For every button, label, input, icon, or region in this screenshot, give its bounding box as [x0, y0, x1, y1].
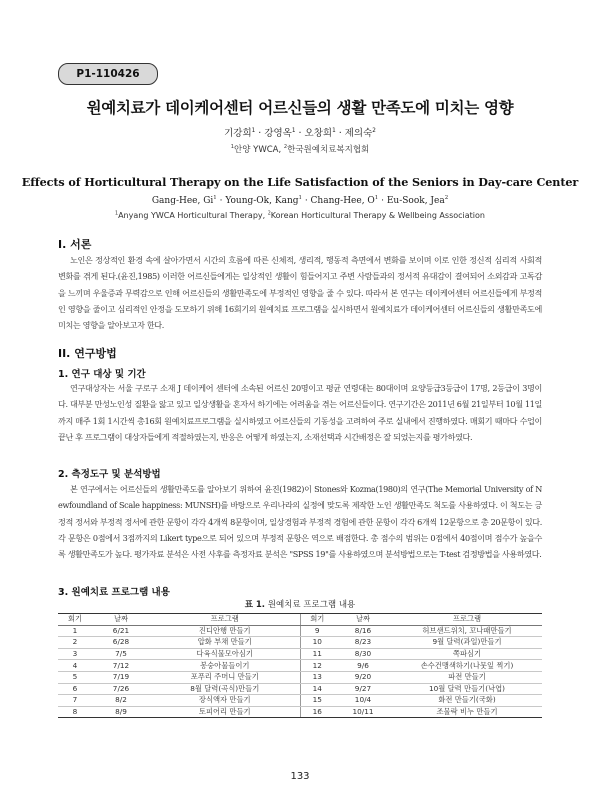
cell-session: 12: [300, 660, 334, 672]
cell-date: 6/21: [92, 625, 150, 637]
cell-date: 7/19: [92, 671, 150, 683]
author-2-sup: 1: [291, 127, 296, 134]
cell-program: 조물락 비누 만들기: [392, 706, 542, 718]
cell-program: 허브샌드위치, 꼬나패만들기: [392, 625, 542, 637]
author-separator: ·: [255, 128, 265, 139]
cell-date: 9/20: [334, 671, 392, 683]
author-separator: ·: [335, 128, 345, 139]
cell-date: 8/23: [334, 637, 392, 649]
cell-program: 8월 달력(곡식)만들기: [150, 683, 300, 695]
cell-program: 장식액자 만들기: [150, 695, 300, 707]
cell-program: 토피어리 만들기: [150, 706, 300, 718]
cell-date: 8/9: [92, 706, 150, 718]
author-en-2-sup: 1: [298, 195, 302, 201]
poster-id-badge: P1-110426: [58, 63, 158, 85]
cell-date: 7/12: [92, 660, 150, 672]
author-separator: ·: [378, 196, 387, 206]
cell-program: 포푸리 주머니 만들기: [150, 671, 300, 683]
cell-session: 14: [300, 683, 334, 695]
affil-en-1-sup: 1: [115, 211, 119, 217]
author-1-sup: 1: [251, 127, 256, 134]
cell-session: 3: [58, 648, 92, 660]
program-table: [58, 613, 542, 718]
korean-affiliations: [0, 143, 600, 155]
english-title: Effects of Horticultural Therapy on the Life Satisfaction of the Seniors in Day-care Center: [21, 175, 579, 189]
table-row: [58, 637, 542, 649]
cell-session: 4: [58, 660, 92, 672]
section-introduction-heading: I. 서론: [58, 238, 92, 251]
table-row: [58, 660, 542, 672]
author-en-1-sup: 1: [213, 195, 217, 201]
cell-date: 9/6: [334, 660, 392, 672]
author-3-sup: 1: [332, 127, 336, 134]
korean-authors: [0, 125, 600, 139]
cell-date: 8/30: [334, 648, 392, 660]
cell-session: 11: [300, 648, 334, 660]
cell-date: 8/2: [92, 695, 150, 707]
english-affiliations: [0, 211, 600, 220]
page-number: 133: [290, 771, 310, 782]
cell-program: 진디안행 만들기: [150, 625, 300, 637]
affil-en-2: Korean Horticultural Therapy & Wellbeing Association: [270, 211, 485, 220]
cell-program: 다육식물모아심기: [150, 648, 300, 660]
cell-session: 5: [58, 671, 92, 683]
introduction-paragraph: 노인은 정상적인 환경 속에 살아가면서 시간의 흐름에 따른 신체적, 생리적, 행동적 측면에서 변화를 보이며 이로 인한 정신적 심리적 사회적 변화를 겪게 된다.(윤진,1985) 이러한 어르신들에게는 일상적인 생활이 힘들어지고 주변 사람들과의 정서적 유대감이 결여되어 소외감과 고독감을 느끼며 우울증과 무력감으로 인해 어르신들의 생활만족도에 부정적인 영향을 줄 수 있다. 따라서 본 연구는 데이케어센터 어르신들에게 부정적인 영향을 줄이고 심리적인 안정을 도모하기 위해 16회기의 원예치료 프로그램을 실시하면서 원예치료가 데이케어센터 어르신들의 생활만족도에 미치는 영향을 알아보고자 한다.: [58, 255, 542, 331]
cell-session: 16: [300, 706, 334, 718]
author-en-4-sup: 2: [444, 195, 449, 201]
cell-date: 6/28: [92, 637, 150, 649]
author-en-3-sup: 1: [374, 195, 379, 201]
cell-date: 7/26: [92, 683, 150, 695]
affil-2-sup: 2: [283, 144, 288, 151]
header-session: 회기: [58, 614, 92, 626]
table-caption-text: 원예치료 프로그램 내용: [265, 600, 356, 610]
cell-session: 6: [58, 683, 92, 695]
cell-session: 9: [300, 625, 334, 637]
cell-session: 15: [300, 695, 334, 707]
author-3: 오창희: [304, 128, 333, 139]
table-caption: [0, 598, 600, 610]
author-4-sup: 2: [372, 127, 376, 134]
cell-program: 손수건맹색하기(나뭇잎 찍기): [392, 660, 542, 672]
table-caption-label: 표 1.: [244, 600, 266, 610]
header-date: 날짜: [334, 614, 392, 626]
affil-1: 안양 YWCA,: [234, 145, 284, 155]
cell-session: 8: [58, 706, 92, 718]
subjects-paragraph: 연구대상자는 서울 구로구 소재 J 데이케어 센터에 소속된 어르신 20명이고 평균 연령대는 80대이며 요양등급3등급이 17명, 2등급이 3명이다. 대부분 만성노인성 질환을 앓고 있고 일상생활을 혼자서 하기에는 어려움을 겪는 어르신들이다. 연구기간은 2011년 6월 21일부터 10월 11일까지 매주 1회 1시간씩 총16회 원예치료프로그램을 실시하였고 어르신들의 기동성을 고려하여 주로 실내에서 진행하였다. 매회기 때마다 수업이 끝난 후 프로그램이 대상자들에게 적절하였는지, 반응은 어떻게 하였는지, 소재선택과 시간배정은 잘 되었는지를 평가하였다.: [58, 383, 542, 442]
cell-program: 봉숭아물들이기: [150, 660, 300, 672]
author-separator: ·: [301, 196, 311, 206]
subsection-measures-heading: 2. 측정도구 및 분석방법: [58, 469, 161, 480]
author-en-3: Chang-Hee, O: [310, 196, 375, 206]
author-en-1: Gang-Hee, Gi: [151, 196, 214, 206]
affil-2: 한국원예치료복지협회: [287, 145, 370, 155]
affil-en-1: Anyang YWCA Horticultural Therapy,: [118, 211, 268, 220]
header-program: 프로그램: [150, 614, 300, 626]
cell-date: 7/5: [92, 648, 150, 660]
subsection-subjects-heading: 1. 연구 대상 및 기간: [58, 369, 146, 380]
cell-program: 압화 부채 만들기: [150, 637, 300, 649]
author-en-4: Eu-Sook, Jea: [386, 196, 445, 206]
table-row: [58, 671, 542, 683]
cell-session: 7: [58, 695, 92, 707]
cell-session: 13: [300, 671, 334, 683]
korean-title: 원예치료가 데이케어센터 어르신들의 생활 만족도에 미치는 영향: [86, 99, 514, 117]
author-1: 기강희: [224, 128, 252, 139]
cell-program: 쪽파심기: [392, 648, 542, 660]
table-row: [58, 683, 542, 695]
cell-program: 화전 만들기(국화): [392, 695, 542, 707]
cell-program: 파전 만들기: [392, 671, 542, 683]
english-authors: [0, 196, 600, 206]
author-en-2: Young-Ok, Kang: [225, 196, 299, 206]
table-row: [58, 706, 542, 718]
author-4: 제의숙: [344, 128, 373, 139]
cell-session: 2: [58, 637, 92, 649]
cell-date: 9/27: [334, 683, 392, 695]
cell-date: 8/16: [334, 625, 392, 637]
subsection-program-heading: 3. 원예치료 프로그램 내용: [58, 587, 170, 598]
cell-date: 10/11: [334, 706, 392, 718]
cell-program: 10월 달력 만들기(낙엽): [392, 683, 542, 695]
affil-1-sup: 1: [230, 144, 234, 151]
author-separator: ·: [295, 128, 305, 139]
header-date: 날짜: [92, 614, 150, 626]
section-methods-heading: II. 연구방법: [58, 347, 117, 360]
table-row: [58, 648, 542, 660]
cell-session: 1: [58, 625, 92, 637]
table-row: [58, 625, 542, 637]
table-row: [58, 695, 542, 707]
cell-program: 9월 달력(과일)만들기: [392, 637, 542, 649]
author-2: 강영옥: [264, 128, 292, 139]
measures-paragraph: 본 연구에서는 어르신들의 생활만족도를 알아보기 위하여 윤진(1982)이 Stones와 Kozma(1980)의 연구(The Memorial University of Newfoundland of Scale happiness: MUNSH)를 바탕으로 우리나라의 실정에 맞도록 제작한 노인 생활만족도 척도를 사용하였다. 이 척도는 긍정적 정서와 부정적 정서에 관한 문항이 각각 4개씩 8문항이며, 일상경험과 부정적 경험에 관한 문항이 각각 6개씩 12문항으로 총 20문항이 있다. 각 문항은 0점에서 3점까지의 Likert type으로 되어 있으며 부정적 문항은 역으로 배점한다. 총 점수의 범위는 0점에서 40점이며 점수가 높을수록 생활만족도가 높다. 평가자료 분석은 사전 사후를 측정자료 분석은 "SPSS 19"를 사용하였으며 분석방법으로는 T-test 검정방법을 사용하였다.: [58, 484, 542, 560]
cell-session: 10: [300, 637, 334, 649]
header-session: 회기: [300, 614, 334, 626]
affil-en-2-sup: 2: [267, 211, 271, 217]
author-separator: ·: [216, 196, 226, 206]
table-header-row: [58, 614, 542, 626]
cell-date: 10/4: [334, 695, 392, 707]
header-program: 프로그램: [392, 614, 542, 626]
